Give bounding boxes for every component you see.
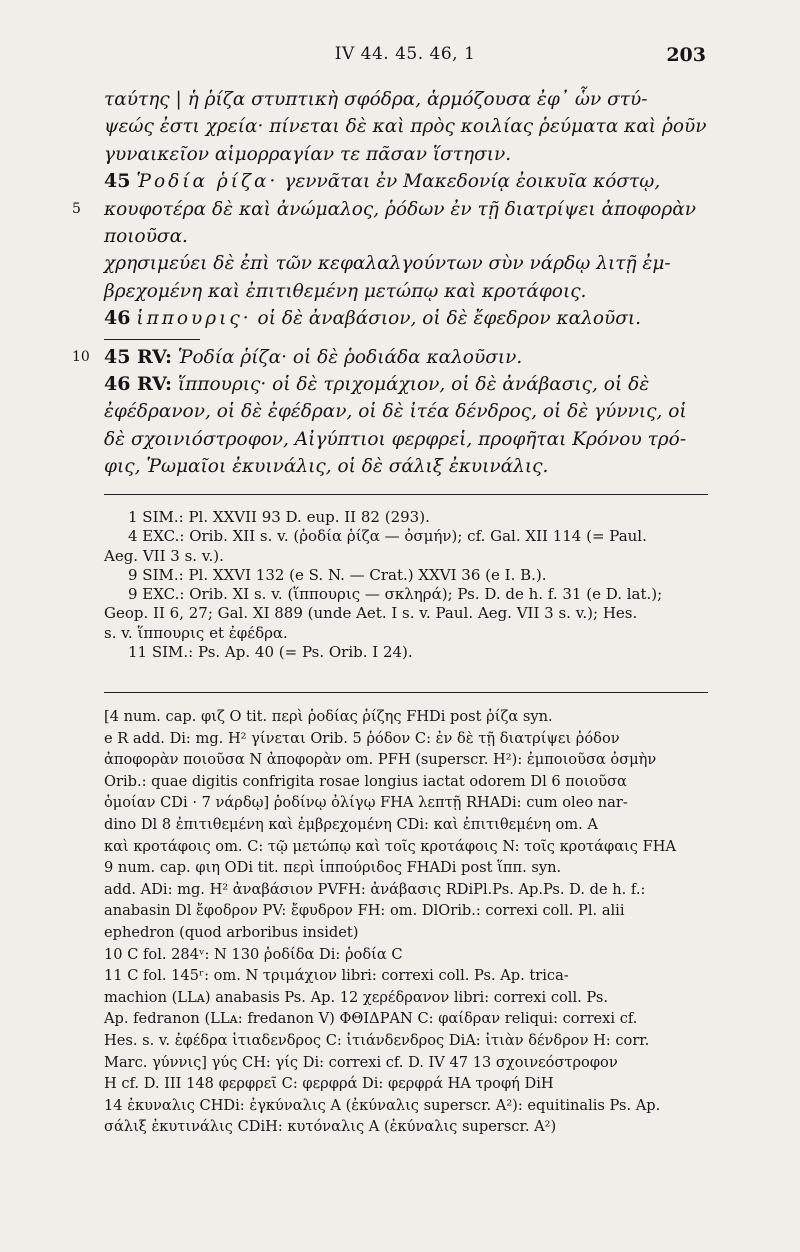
apparatus-line: Orib.: quae digitis confrigita rosae longius iactat odorem Dl 6 ποιοῦσα	[104, 772, 627, 790]
text-line: 10 45 RV: Ῥοδία ῥίζα· οἱ δὲ ῥοδιάδα καλοῦσιν.	[104, 344, 708, 371]
testimonia-line: Aeg. VII 3 s. v.).	[104, 546, 224, 565]
apparatus-line: 9 num. cap. φιη ODi tit. περὶ ἱππούριδος FHADi post ἵππ. syn.	[104, 859, 562, 877]
testimonia-line: 9 SIM.: Pl. XXVI 132 (e S. N. — Crat.) XXVI 36 (e I. B.).	[128, 565, 547, 584]
apparatus-line: ἀποφορὰν ποιοῦσα N ἀποφορὰν om. PFH (superscr. H²): ἐμποιοῦσα ὀσμὴν	[104, 751, 657, 769]
entry-number: 46 RV:	[104, 373, 173, 396]
apparatus-line: dino Dl 8 ἐπιτιθεμένη καὶ ἐμβρεχομένη CDi: καὶ ἐπιτιθεμένη om. A	[104, 815, 598, 833]
text-line: 45 Ῥοδία ῥίζα· γεννᾶται ἐν Μακεδονίᾳ ἐοικυῖα κόστῳ,	[104, 170, 661, 193]
apparatus-line: e R add. Di: mg. H² γίνεται Orib. 5 ῥόδον C: ἐν δὲ τῇ διατρίψει ῥόδον	[104, 729, 620, 747]
divider-rule	[104, 494, 708, 495]
text-line: δὲ σχοινιόστροφον, Αἰγύπτιοι φερφρεἱ, προφῆται Κρόνου τρό-	[104, 428, 687, 450]
apparatus-line: Hes. s. v. ἐφέδρα ἰτιαδενδρος C: ἰτιάνδενδρος DiA: ἰτιὰν δένδρον H: corr.	[104, 1031, 650, 1049]
testimonia	[104, 508, 708, 662]
lemma: Ῥοδία ῥίζα·	[136, 171, 279, 193]
testimonia-line: Geop. II 6, 27; Gal. XI 889 (unde Aet. I s. v. Paul. Aeg. VII 3 s. v.); Hes.	[104, 604, 638, 623]
entry-number: 46	[104, 307, 131, 330]
apparatus-line: anabasin Dl ἔφοδρον PV: ἔφυδρον FH: om. DlOrib.: correxi coll. Pl. alii	[104, 902, 625, 920]
apparatus-line: 11 C fol. 145ʳ: om. N τριμάχιον libri: correxi coll. Ps. Ap. trica-	[104, 967, 569, 985]
critical-apparatus	[104, 706, 708, 1138]
text-line: ταύτης | ἡ ῥίζα στυπτικὴ σφόδρα, ἁρμόζουσα ἐφ᾽ ὧν στύ-	[104, 89, 648, 110]
text-line: 46 ἱππουρις· οἱ δὲ ἀναβάσιον, οἱ δὲ ἔφεδρον καλοῦσι.	[104, 307, 642, 330]
apparatus-line: Marc. γύννις] γύς CH: γίς Di: correxi cf. D. IV 47 13 σχοινεόστροφον	[104, 1053, 618, 1071]
main-text	[72, 86, 708, 481]
entry-number: 45	[104, 170, 131, 193]
apparatus-line: ὁμοίαν CDi · 7 νάρδῳ] ῥοδίνῳ ὀλίγῳ FHA λεπτῇ RHADi: cum oleo nar-	[104, 794, 628, 812]
text-line: γυναικεῖον αἱμορραγίαν τε πᾶσαν ἵστησιν.	[104, 143, 512, 165]
text-line: βρεχομένη καὶ ἐπιτιθεμένη μετώπῳ καὶ κροτάφοις.	[104, 280, 587, 302]
text-line: 46 RV: ἵππουρις· οἱ δὲ τριχομάχιον, οἱ δὲ ἀνάβασις, οἱ δὲ	[104, 373, 650, 396]
text-line: 5 κουφοτέρα δὲ καὶ ἀνώμαλος, ῥόδων ἐν τῇ διατρίψει ἀποφορὰν	[104, 196, 708, 223]
divider-rule	[104, 692, 708, 693]
apparatus-line: 10 C fol. 284ᵛ: N 130 ῥοδίδα Di: ῥοδία C	[104, 945, 403, 963]
page-header	[104, 44, 706, 74]
apparatus-line: 14 ἐκυναλις CHDi: ἐγκύναλις A (ἐκύναλις superscr. A²): equitinalis Ps. Ap.	[104, 1096, 661, 1114]
text-line: χρησιμεύει δὲ ἐπὶ τῶν κεφαλαλγούντων σὺν νάρδῳ λιτῇ ἐμ-	[104, 253, 671, 275]
section-divider	[104, 339, 200, 340]
entry-number: 45 RV:	[104, 345, 173, 368]
text-line: ποιοῦσα.	[104, 226, 188, 248]
text-line: φις, Ῥωμαῖοι ἐκυινάλις, οἱ δὲ σάλιξ ἐκυινάλις.	[104, 456, 549, 478]
line-number: 10	[72, 348, 90, 365]
lemma: ἱππουρις·	[136, 308, 252, 330]
testimonia-line: 9 EXC.: Orib. XI s. v. (ἵππουρις — σκληρά); Ps. D. de h. f. 31 (e D. lat.);	[128, 585, 663, 604]
apparatus-line: [4 num. cap. φιζ O tit. περὶ ῥοδίας ῥίζης FHDi post ῥίζα syn.	[104, 708, 553, 725]
text-line: ἐφέδρανον, οἱ δὲ ἐφέδραν, οἱ δὲ ἰτέα δένδρος, οἱ δὲ γύννις, οἱ	[104, 401, 687, 423]
testimonia-line: s. v. ἵππουρις et ἐφέδρα.	[104, 623, 288, 642]
running-head: IV 44. 45. 46, 1	[334, 44, 476, 64]
testimonia-line: 11 SIM.: Ps. Ap. 40 (= Ps. Orib. I 24).	[128, 643, 413, 662]
line-number: 5	[72, 200, 81, 217]
apparatus-line: add. ADi: mg. H² ἀναβάσιον PVFH: ἀνάβασις RDiPl.Ps. Ap.Ps. D. de h. f.:	[104, 880, 646, 898]
apparatus-line: ephedron (quod arboribus insidet)	[104, 923, 359, 941]
testimonia-line: 4 EXC.: Orib. XII s. v. (ῥοδία ῥίζα — ὀσμήν); cf. Gal. XII 114 (= Paul.	[128, 527, 647, 546]
apparatus-line: καὶ κροτάφοις om. C: τῷ μετώπῳ καὶ τοῖς κροτάφοις N: τοῖς κροτάφαις FHA	[104, 837, 676, 855]
testimonia-line: 1 SIM.: Pl. XXVII 93 D. eup. II 82 (293).	[128, 508, 430, 526]
apparatus-line: Ap. fedranon (LLᴀ: fredanon V) ΦΘΙΔΡΑΝ C: φαίδραν reliqui: correxi cf.	[104, 1010, 638, 1028]
text-line: ψεώς ἐστι χρεία· πίνεται δὲ καὶ πρὸς κοιλίας ῥεύματα καὶ ῥοῦν	[104, 116, 707, 138]
apparatus-line: H cf. D. III 148 φερφρεῖ C: φερφρά Di: φερφρά HA τροφή DiH	[104, 1075, 554, 1093]
apparatus-line: σάλιξ ἐκυτινάλις CDiH: κυτόναλις A (ἐκύναλις superscr. A²)	[104, 1118, 557, 1136]
apparatus-line: machion (LLᴀ) anabasis Ps. Ap. 12 χερέδρανον libri: correxi coll. Ps.	[104, 988, 608, 1006]
page-number: 203	[666, 44, 706, 66]
